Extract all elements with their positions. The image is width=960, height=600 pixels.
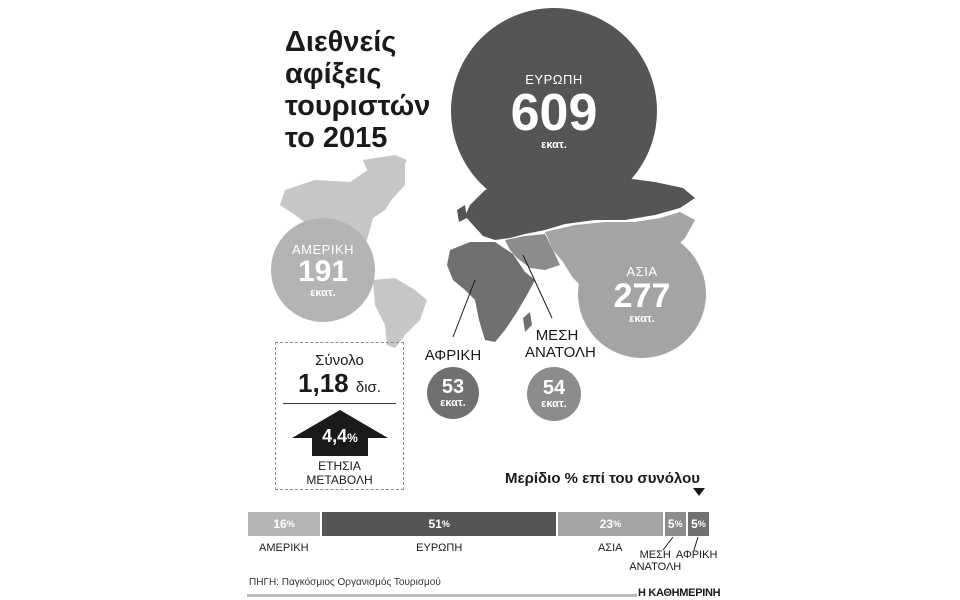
- share-pct-sign: %: [441, 519, 450, 529]
- bubble-mideast-value: 54: [542, 377, 566, 399]
- total-label: Σύνολο: [315, 352, 364, 369]
- title-line: Διεθνείς: [285, 26, 397, 58]
- change-pct: %: [347, 431, 358, 445]
- bubble-mideast-unit: εκατ.: [541, 398, 567, 410]
- title-line: τουριστών: [285, 90, 431, 122]
- bubble-europe-label: ΕΥΡΩΠΗ: [525, 71, 583, 87]
- africa-callout-label: ΑΦΡΙΚΗ: [424, 347, 482, 364]
- share-value: 16: [273, 517, 287, 531]
- change-number: 4,4: [322, 426, 348, 446]
- bubble-europe-value: 609: [510, 83, 598, 142]
- title-line: το 2015: [285, 122, 388, 154]
- share-label-africa: ΑΦΡΙΚΗ: [675, 549, 718, 561]
- total-unit: δισ.: [355, 379, 381, 396]
- share-pct-sign: %: [674, 519, 683, 529]
- change-label-line: ΜΕΤΑΒΟΛΗ: [306, 473, 373, 487]
- bubble-africa-unit: εκατ.: [440, 397, 466, 409]
- bubble-america-unit: εκατ.: [310, 286, 336, 299]
- share-pct-sign: %: [613, 519, 622, 529]
- bubble-america-label: ΑΜΕΡΙΚΗ: [291, 241, 354, 257]
- total-number: 1,18: [298, 368, 349, 398]
- bubble-asia-value: 277: [613, 276, 671, 315]
- share-title: Μερίδιο % επί του συνόλου: [505, 470, 700, 487]
- share-label-asia: ΑΣΙΑ: [597, 542, 623, 554]
- share-pct-sign: %: [286, 519, 295, 529]
- share-label-europe: ΕΥΡΩΠΗ: [416, 542, 463, 554]
- brand-logo: Η ΚΑΘΗΜΕΡΙΝΗ: [638, 587, 721, 599]
- share-value: 51: [428, 517, 442, 531]
- bubble-asia-label: ΑΣΙΑ: [626, 263, 658, 279]
- mideast-callout-label: ΜΕΣΗ ΑΝΑΤΟΛΗ: [525, 327, 596, 361]
- source-note: ΠΗΓΗ: Παγκόσμιος Οργανισμός Τουρισμού: [249, 577, 441, 588]
- bubble-africa-value: 53: [441, 376, 465, 398]
- bubble-america-value: 191: [297, 254, 349, 288]
- title-line: αφίξεις: [285, 58, 382, 90]
- bubble-europe-unit: εκατ.: [541, 138, 567, 151]
- share-value: 5: [691, 517, 698, 531]
- share-label-america: ΑΜΕΡΙΚΗ: [259, 542, 309, 554]
- share-pct-sign: %: [697, 519, 706, 529]
- share-label-mideast: ΜΕΣΗ ΑΝΑΤΟΛΗ: [629, 549, 682, 573]
- change-label-line: ΕΤΗΣΙΑ: [318, 459, 361, 473]
- bubble-asia-unit: εκατ.: [629, 312, 655, 325]
- share-value: 23: [599, 517, 614, 531]
- share-value: 5: [667, 517, 675, 531]
